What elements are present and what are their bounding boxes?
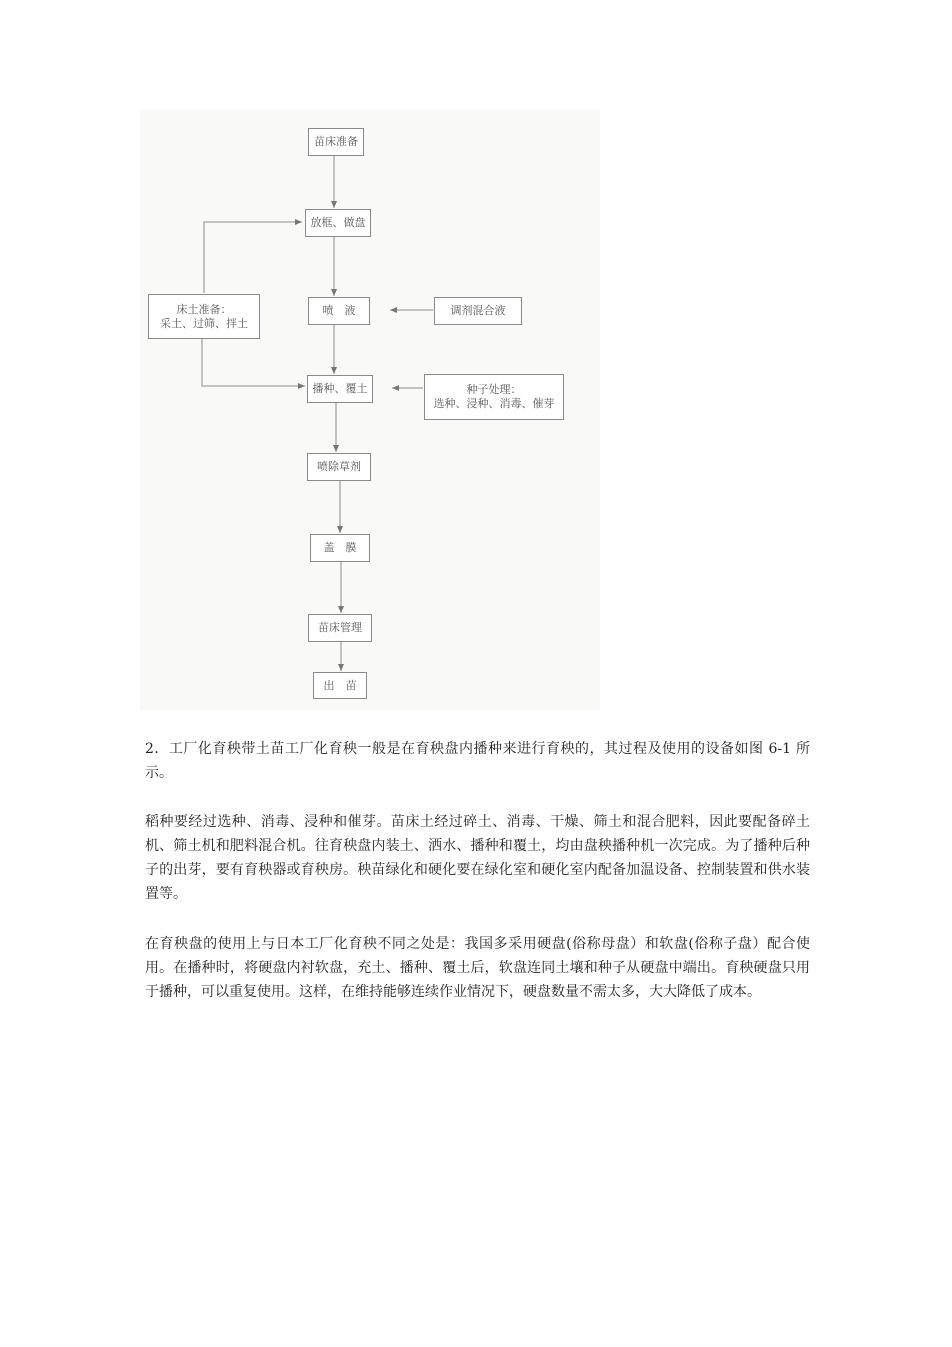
box-seedbed-prep: 苗床准备 xyxy=(308,128,364,156)
paragraph-trays: 在育秧盘的使用上与日本工厂化育秧不同之处是：我国多采用硬盘(俗称母盘）和软盘(俗称子盘）配合使用。在播种时，将硬盘内衬软盘，充土、播种、覆土后，软盘连同土壤和种子从硬盘中端出。育秧硬盘只用于播种，可以重复使用。这样，在维持能够连续作业情况下，硬盘数量不需太多，大大降低了成本。 xyxy=(145,936,810,1000)
box-soil-prep xyxy=(148,294,260,339)
process-flowchart xyxy=(140,110,600,710)
arrow-soil-to-frame xyxy=(204,222,302,293)
box-mix-liquid: 调剂混合液 xyxy=(434,297,522,325)
box-spray-liquid: 喷 液 xyxy=(308,297,370,325)
paragraph-equipment: 稻种要经过选种、消毒、浸种和催芽。苗床土经过碎土、消毒、干燥、筛土和混合肥料，因此要配备碎土机、筛土机和肥料混合机。往育秧盘内装土、洒水、播种和覆土，均由盘秧播种机一次完成。为了播种后种子的出芽，要有育秧器或育秧房。秧苗绿化和硬化要在绿化室和硬化室内配备加温设备、控制装置和供水装置等。 xyxy=(145,814,810,902)
soil-prep-title: 床土准备： xyxy=(176,302,232,316)
arrow-soil-to-sow xyxy=(202,339,305,386)
box-sow-cover: 播种、覆土 xyxy=(307,375,373,403)
seed-treat-title: 种子处理： xyxy=(466,383,522,396)
box-film: 盖 膜 xyxy=(310,534,370,562)
paragraph-intro: 2．工厂化育秧带土苗工厂化育秧一般是在育秧盘内播种来进行育秧的，其过程及使用的设备如图 6-1 所示。 xyxy=(145,741,810,781)
box-seed-treat xyxy=(424,374,564,420)
soil-prep-detail: 采土、过筛、拌土 xyxy=(160,316,248,330)
seed-treat-detail: 选种、浸种、消毒、催芽 xyxy=(433,397,555,410)
box-output: 出 苗 xyxy=(313,672,367,699)
box-frame-tray: 放框、做盘 xyxy=(305,209,371,237)
box-herbicide: 喷除草剂 xyxy=(307,453,371,481)
box-bed-manage: 苗床管理 xyxy=(308,614,372,642)
